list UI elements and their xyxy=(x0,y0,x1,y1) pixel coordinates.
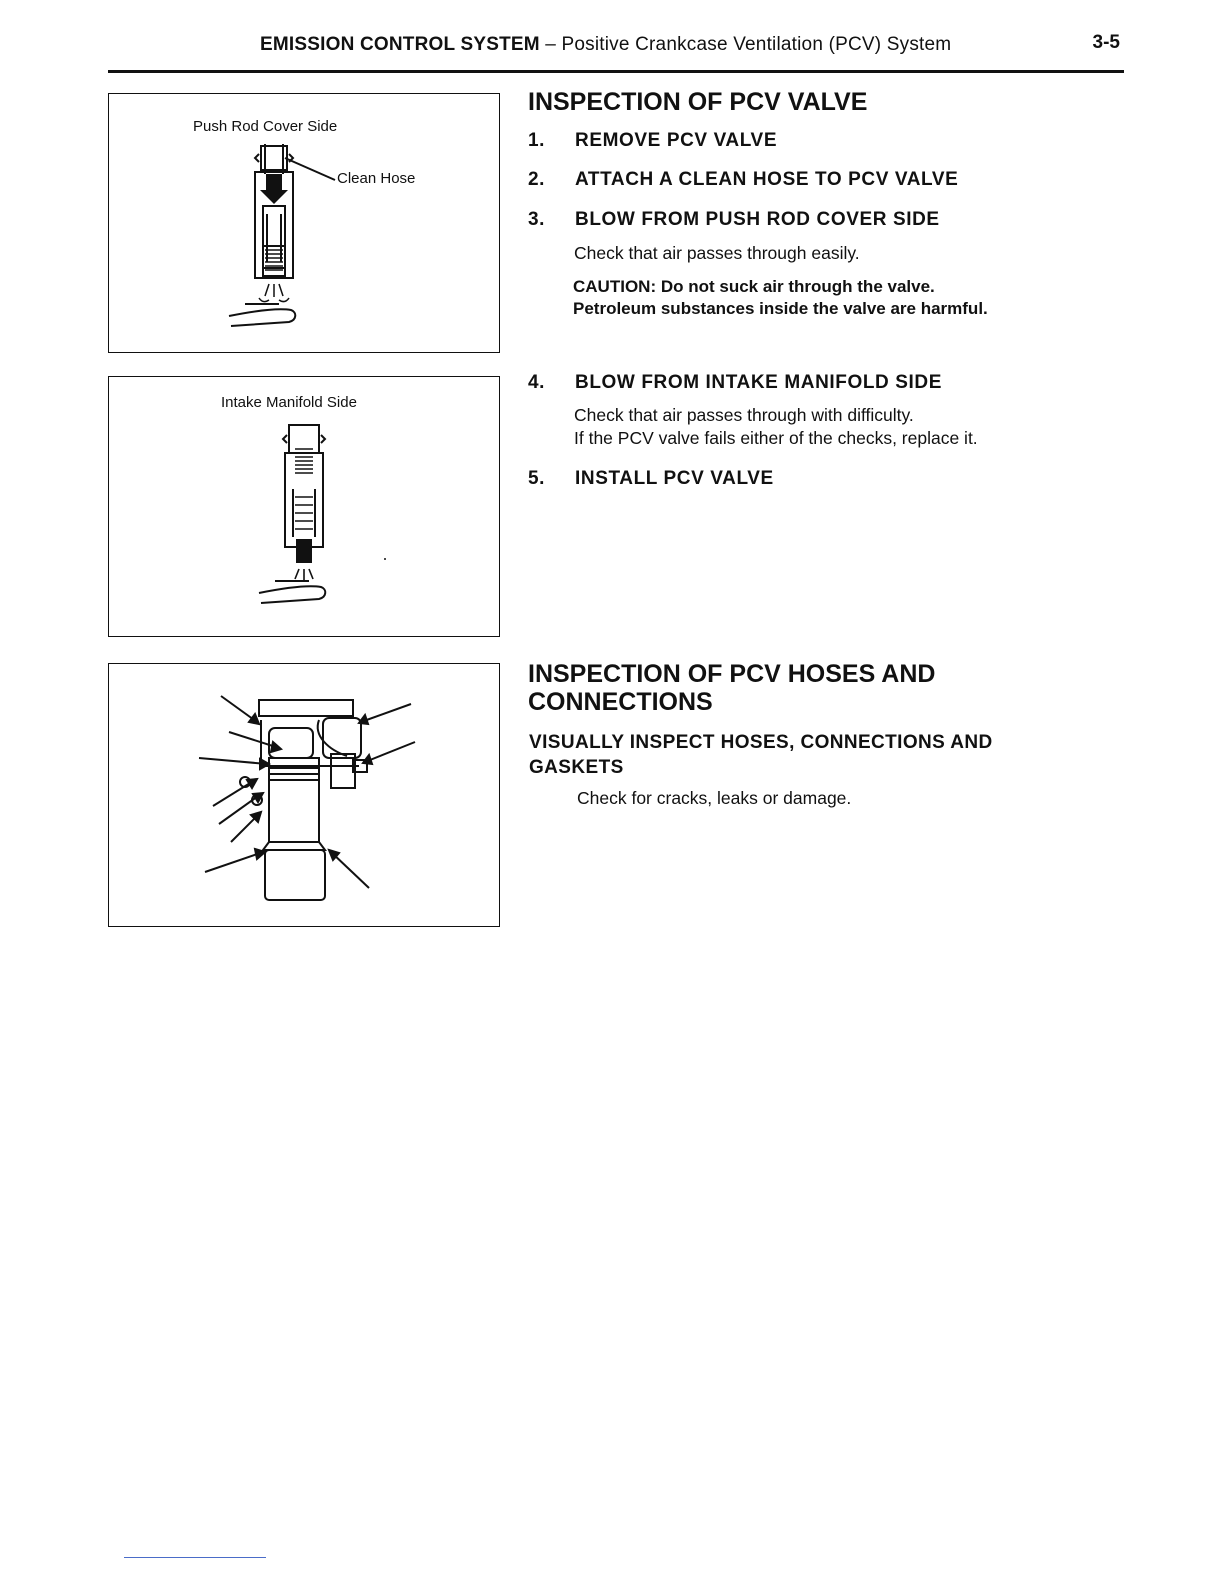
step-4-replace: If the PCV valve fails either of the checks, replace it. xyxy=(574,428,978,448)
page-number: 3-5 xyxy=(1092,32,1120,53)
step-4 xyxy=(528,372,942,394)
figure-label-intake-manifold-side: Intake Manifold Side xyxy=(221,394,357,411)
callout-clean-hose: Clean Hose xyxy=(337,170,416,187)
header-title-strong: EMISSION CONTROL SYSTEM xyxy=(260,34,540,55)
step-2 xyxy=(528,169,958,191)
step-5 xyxy=(528,468,774,490)
figure-intake-manifold-side xyxy=(108,376,500,637)
figure-pcv-hoses-connections xyxy=(108,663,500,927)
caution-line-2: Petroleum substances inside the valve are harmful. xyxy=(573,299,988,318)
step-5-number: 5. xyxy=(528,468,546,489)
header-title xyxy=(260,34,951,56)
step-4-text: BLOW FROM INTAKE MANIFOLD SIDE xyxy=(575,372,943,393)
hoses-check: Check for cracks, leaks or damage. xyxy=(577,788,852,808)
figure-label-push-rod-cover-side: Push Rod Cover Side xyxy=(193,118,338,135)
step-1-number: 1. xyxy=(528,130,546,151)
section-title-pcv-hoses: INSPECTION OF PCV HOSES AND CONNECTIONS xyxy=(528,660,936,716)
step-4-number: 4. xyxy=(528,372,546,393)
subheading-visually-inspect: VISUALLY INSPECT HOSES, CONNECTIONS AND GASKETS xyxy=(529,732,993,778)
step-2-text: ATTACH A CLEAN HOSE TO PCV VALVE xyxy=(575,169,959,190)
page-header xyxy=(108,30,1124,73)
pcv-valve-blow-diagram xyxy=(109,94,499,352)
step-1-text: REMOVE PCV VALVE xyxy=(575,130,778,151)
step-4-check: Check that air passes through with difficulty. xyxy=(574,405,914,425)
step-3 xyxy=(528,209,940,231)
figure-push-rod-cover-side xyxy=(108,93,500,353)
step-3-check: Check that air passes through easily. xyxy=(574,243,860,263)
pcv-valve-intake-diagram xyxy=(109,377,499,636)
footer-rule xyxy=(124,1557,266,1558)
caution-line-1: CAUTION: Do not suck air through the valve. xyxy=(573,277,935,296)
step-1 xyxy=(528,130,777,152)
step-3-text: BLOW FROM PUSH ROD COVER SIDE xyxy=(575,209,940,230)
step-3-number: 3. xyxy=(528,209,546,230)
step-5-text: INSTALL PCV VALVE xyxy=(575,468,774,489)
engine-hoses-diagram xyxy=(109,664,499,926)
header-title-rest: – Positive Crankcase Ventilation (PCV) System xyxy=(539,34,952,55)
step-2-number: 2. xyxy=(528,169,546,190)
section-title-pcv-valve: INSPECTION OF PCV VALVE xyxy=(528,88,868,116)
